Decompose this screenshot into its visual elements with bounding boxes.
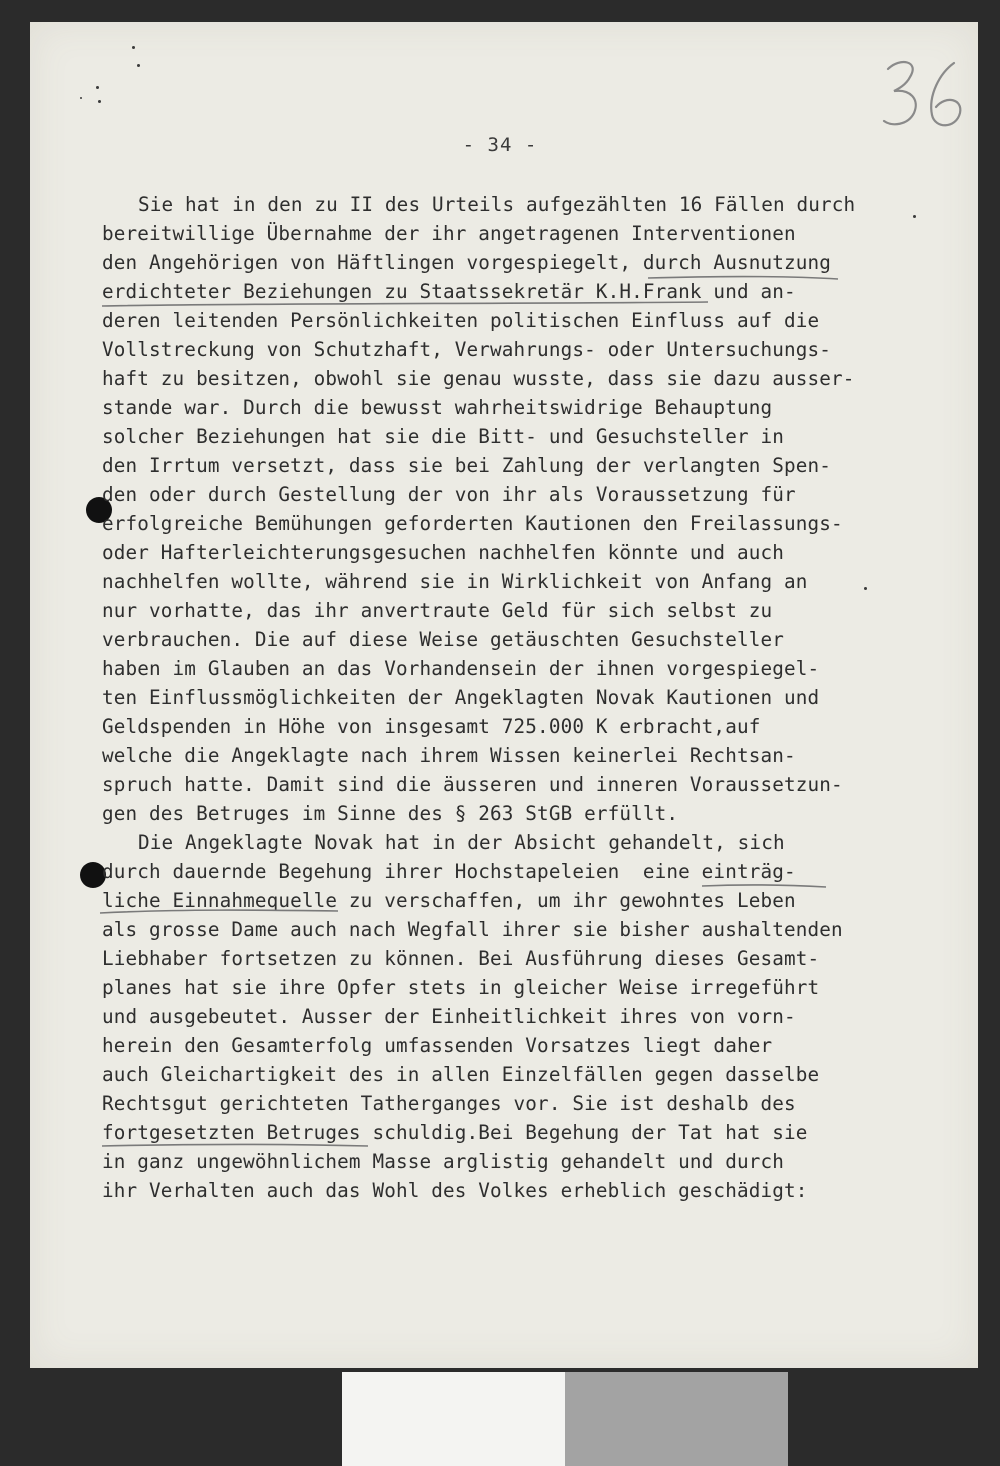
text-line: in ganz ungewöhnlichem Masse arglistig gehandelt und durch <box>102 1150 784 1173</box>
text-line: haft zu besitzen, obwohl sie genau wusste, dass sie dazu ausser- <box>102 367 855 390</box>
text-line: den oder durch Gestellung der von ihr als Voraussetzung für <box>102 483 796 506</box>
text-line: spruch hatte. Damit sind die äusseren und inneren Voraussetzun- <box>102 773 843 796</box>
text-line: nur vorhatte, das ihr anvertraute Geld für sich selbst zu <box>102 599 773 622</box>
ink-speck <box>132 46 135 49</box>
ink-speck <box>80 97 82 99</box>
text-line: auch Gleichartigkeit des in allen Einzelfällen gegen dasselbe <box>102 1063 820 1086</box>
page-number: - 34 - <box>462 134 538 156</box>
text-line: stande war. Durch die bewusst wahrheitswidrige Behauptung <box>102 396 773 419</box>
text-line: planes hat sie ihre Opfer stets in gleicher Weise irregeführt <box>102 976 820 999</box>
color-calibration-gray <box>565 1372 788 1466</box>
color-calibration-white <box>342 1372 565 1466</box>
text-line: Sie hat in den zu II des Urteils aufgezählten 16 Fällen durch <box>138 193 856 216</box>
text-line: liche Einnahmequelle zu verschaffen, um ihr gewohntes Leben <box>102 889 796 912</box>
text-line: gen des Betruges im Sinne des § 263 StGB erfüllt. <box>102 802 679 825</box>
text-line: durch dauernde Begehung ihrer Hochstapeleien eine einträg- <box>102 860 796 883</box>
ink-speck <box>913 215 916 218</box>
text-line: erfolgreiche Bemühungen geforderten Kautionen den Freilassungs- <box>102 512 843 535</box>
text-line: Liebhaber fortsetzen zu können. Bei Ausführung dieses Gesamt- <box>102 947 820 970</box>
ink-speck <box>864 587 867 590</box>
text-line: haben im Glauben an das Vorhandensein der ihnen vorgespiegel- <box>102 657 820 680</box>
text-line: solcher Beziehungen hat sie die Bitt- und Gesuchsteller in <box>102 425 784 448</box>
text-line: verbrauchen. Die auf diese Weise getäuschten Gesuchsteller <box>102 628 784 651</box>
text-line: den Angehörigen von Häftlingen vorgespiegelt, durch Ausnutzung <box>102 251 832 274</box>
text-line: Geldspenden in Höhe von insgesamt 725.000 K erbracht,auf <box>102 715 761 738</box>
text-line: als grosse Dame auch nach Wegfall ihrer sie bisher aushaltenden <box>102 918 843 941</box>
text-line: und ausgebeutet. Ausser der Einheitlichkeit ihres von vorn- <box>102 1005 796 1028</box>
text-line: den Irrtum versetzt, dass sie bei Zahlung der verlangten Spen- <box>102 454 832 477</box>
ink-speck <box>98 100 101 103</box>
handwritten-folio-number <box>880 55 970 135</box>
text-line: ten Einflussmöglichkeiten der Angeklagten Novak Kautionen und <box>102 686 820 709</box>
text-line: nachhelfen wollte, während sie in Wirklichkeit von Anfang an <box>102 570 808 593</box>
text-line: herein den Gesamterfolg umfassenden Vorsatzes liegt daher <box>102 1034 773 1057</box>
text-line: ihr Verhalten auch das Wohl des Volkes erheblich geschädigt: <box>102 1179 808 1202</box>
text-line: deren leitenden Persönlichkeiten politischen Einfluss auf die <box>102 309 820 332</box>
text-line: fortgesetzten Betruges schuldig.Bei Begehung der Tat hat sie <box>102 1121 808 1144</box>
text-line: Die Angeklagte Novak hat in der Absicht gehandelt, sich <box>138 831 785 854</box>
ink-speck <box>137 64 140 67</box>
text-line: welche die Angeklagte nach ihrem Wissen keinerlei Rechtsan- <box>102 744 796 767</box>
text-line: Rechtsgut gerichteten Tatherganges vor. Sie ist deshalb des <box>102 1092 796 1115</box>
ink-speck <box>96 86 99 89</box>
text-line: erdichteter Beziehungen zu Staatssekretär K.H.Frank und an- <box>102 280 796 303</box>
text-line: Vollstreckung von Schutzhaft, Verwahrungs- oder Untersuchungs- <box>102 338 832 361</box>
text-line: bereitwillige Übernahme der ihr angetragenen Interventionen <box>102 222 796 245</box>
text-line: oder Hafterleichterungsgesuchen nachhelfen könnte und auch <box>102 541 784 564</box>
